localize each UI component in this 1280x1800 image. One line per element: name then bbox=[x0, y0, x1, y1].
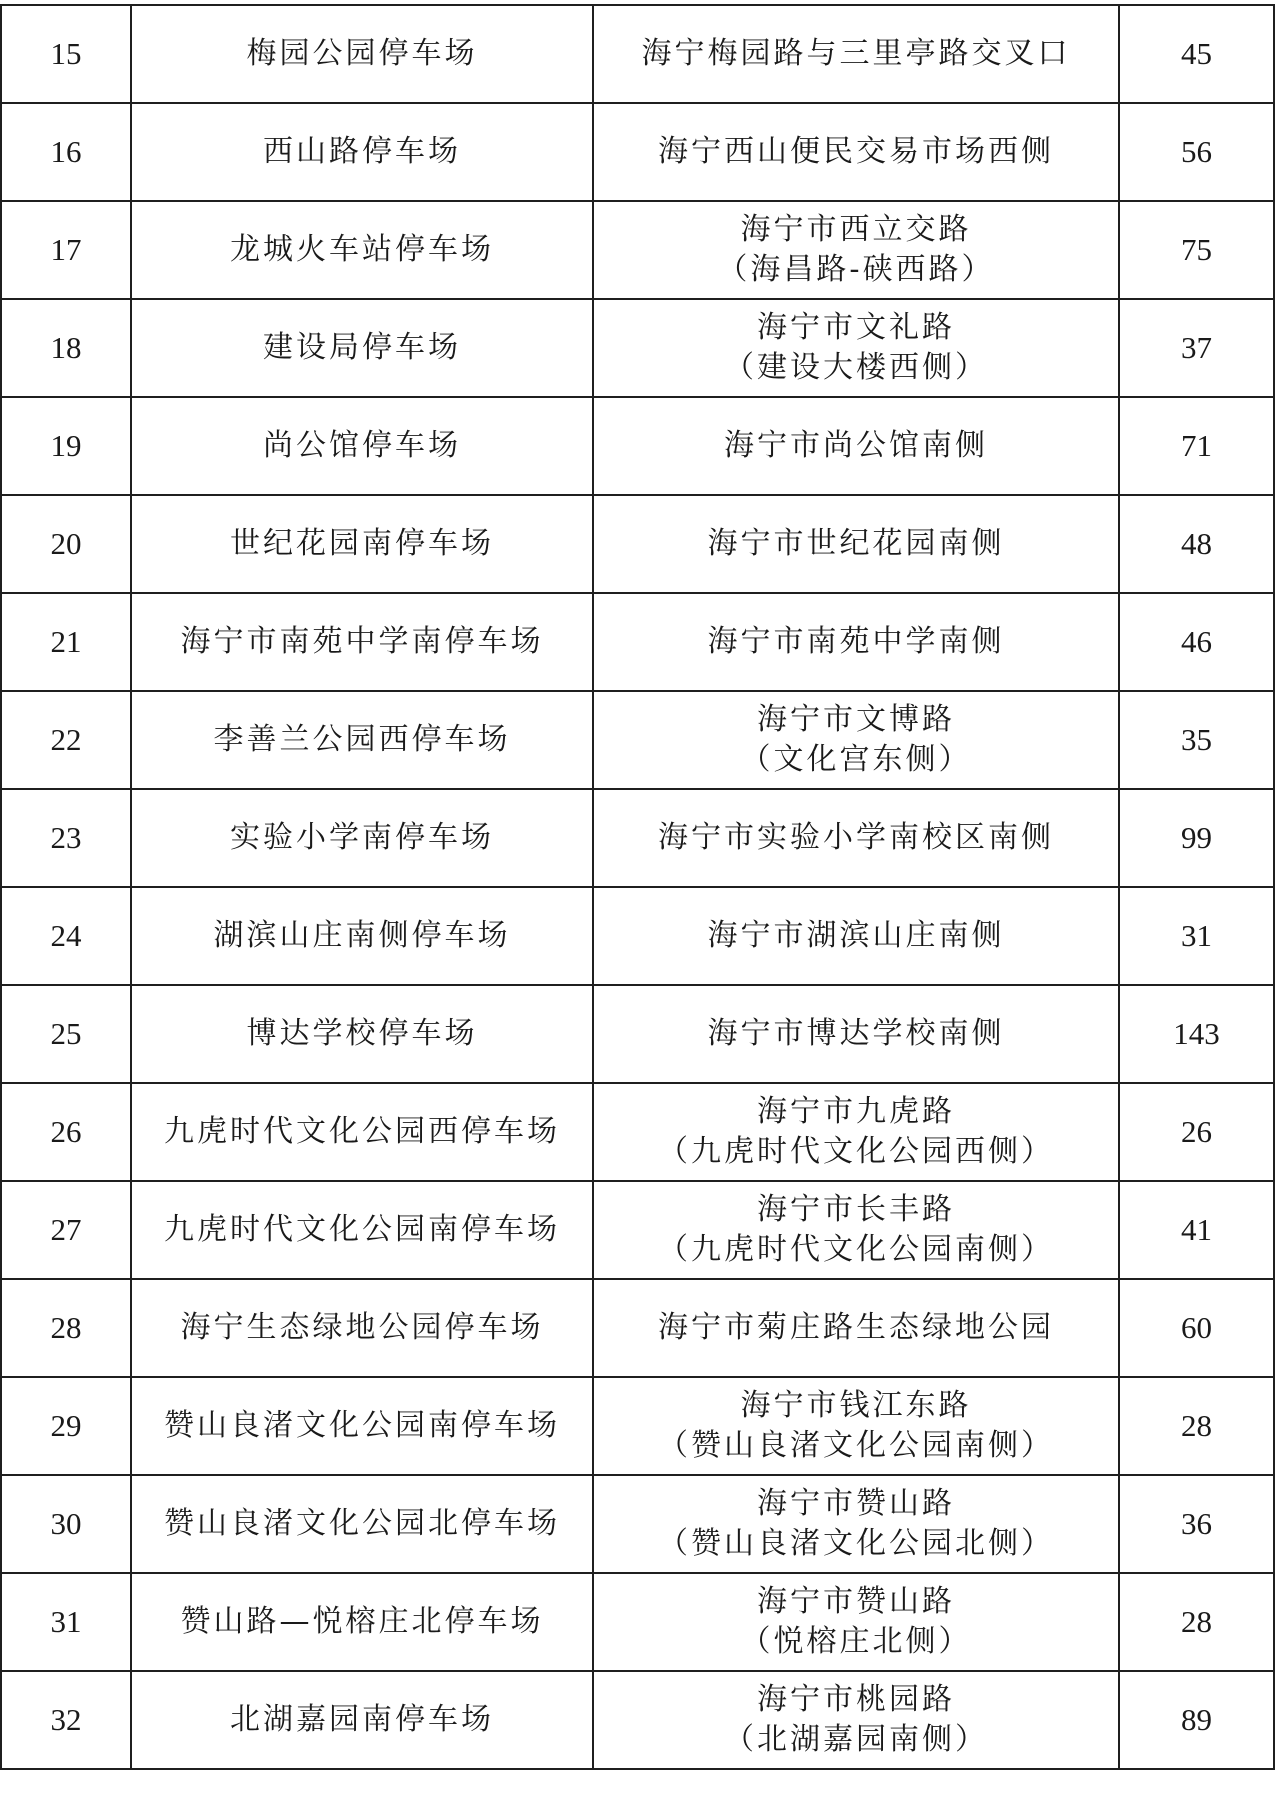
parking-lot-name: 实验小学南停车场 bbox=[131, 789, 593, 887]
parking-space-count: 26 bbox=[1119, 1083, 1274, 1181]
address-line-1: 海宁市钱江东路 bbox=[740, 1388, 972, 1423]
parking-lot-address bbox=[593, 887, 1119, 985]
parking-space-count: 60 bbox=[1119, 1279, 1274, 1377]
table-row bbox=[1, 397, 1274, 495]
table-row bbox=[1, 201, 1274, 299]
parking-lot-address bbox=[593, 1279, 1119, 1377]
parking-lot-name: 湖滨山庄南侧停车场 bbox=[131, 887, 593, 985]
table-row bbox=[1, 789, 1274, 887]
row-number: 16 bbox=[1, 103, 131, 201]
parking-lot-address bbox=[593, 201, 1119, 299]
table-row bbox=[1, 1083, 1274, 1181]
address-line-2: （建设大楼西侧） bbox=[724, 350, 988, 385]
parking-space-count: 35 bbox=[1119, 691, 1274, 789]
address-line-1: 海宁市桃园路 bbox=[757, 1682, 955, 1717]
parking-lot-address bbox=[593, 1671, 1119, 1769]
table-row bbox=[1, 691, 1274, 789]
table-row bbox=[1, 1671, 1274, 1769]
table-row bbox=[1, 887, 1274, 985]
parking-lot-table bbox=[0, 4, 1275, 1770]
parking-lot-address bbox=[593, 1475, 1119, 1573]
address-line-2: （北湖嘉园南侧） bbox=[724, 1722, 988, 1757]
address-line-1: 海宁市赞山路 bbox=[757, 1486, 955, 1521]
parking-lot-name: 尚公馆停车场 bbox=[131, 397, 593, 495]
parking-space-count: 99 bbox=[1119, 789, 1274, 887]
parking-lot-name: 海宁生态绿地公园停车场 bbox=[131, 1279, 593, 1377]
parking-space-count: 48 bbox=[1119, 495, 1274, 593]
table-body bbox=[1, 5, 1274, 1769]
table-row bbox=[1, 1377, 1274, 1475]
parking-space-count: 36 bbox=[1119, 1475, 1274, 1573]
address-line-1: 海宁市南苑中学南侧 bbox=[707, 624, 1005, 659]
address-line-2: （赞山良渚文化公园南侧） bbox=[658, 1428, 1054, 1463]
row-number: 21 bbox=[1, 593, 131, 691]
row-number: 32 bbox=[1, 1671, 131, 1769]
table-row bbox=[1, 1573, 1274, 1671]
parking-space-count: 46 bbox=[1119, 593, 1274, 691]
row-number: 27 bbox=[1, 1181, 131, 1279]
table-row bbox=[1, 299, 1274, 397]
parking-lot-address bbox=[593, 789, 1119, 887]
parking-space-count: 71 bbox=[1119, 397, 1274, 495]
address-line-1: 海宁市博达学校南侧 bbox=[707, 1016, 1005, 1051]
parking-space-count: 41 bbox=[1119, 1181, 1274, 1279]
row-number: 29 bbox=[1, 1377, 131, 1475]
parking-lot-address bbox=[593, 1573, 1119, 1671]
address-line-1: 海宁市长丰路 bbox=[757, 1192, 955, 1227]
row-number: 23 bbox=[1, 789, 131, 887]
table-row bbox=[1, 495, 1274, 593]
row-number: 22 bbox=[1, 691, 131, 789]
parking-lot-name: 九虎时代文化公园南停车场 bbox=[131, 1181, 593, 1279]
parking-lot-address bbox=[593, 5, 1119, 103]
parking-lot-name: 李善兰公园西停车场 bbox=[131, 691, 593, 789]
row-number: 26 bbox=[1, 1083, 131, 1181]
parking-lot-address bbox=[593, 691, 1119, 789]
parking-lot-name: 梅园公园停车场 bbox=[131, 5, 593, 103]
address-line-1: 海宁市实验小学南校区南侧 bbox=[658, 820, 1054, 855]
address-line-1: 海宁市尚公馆南侧 bbox=[724, 428, 988, 463]
parking-space-count: 89 bbox=[1119, 1671, 1274, 1769]
parking-lot-address bbox=[593, 299, 1119, 397]
row-number: 30 bbox=[1, 1475, 131, 1573]
parking-lot-name: 赞山良渚文化公园南停车场 bbox=[131, 1377, 593, 1475]
table-row bbox=[1, 1181, 1274, 1279]
address-line-1: 海宁市文礼路 bbox=[757, 310, 955, 345]
row-number: 24 bbox=[1, 887, 131, 985]
address-line-1: 海宁市文博路 bbox=[757, 702, 955, 737]
table-row bbox=[1, 1279, 1274, 1377]
parking-space-count: 28 bbox=[1119, 1377, 1274, 1475]
parking-lot-address bbox=[593, 495, 1119, 593]
parking-lot-address bbox=[593, 1083, 1119, 1181]
parking-lot-address bbox=[593, 1181, 1119, 1279]
address-line-2: （悦榕庄北侧） bbox=[740, 1624, 972, 1659]
parking-lot-name: 博达学校停车场 bbox=[131, 985, 593, 1083]
address-line-1: 海宁市西立交路 bbox=[740, 212, 972, 247]
parking-space-count: 37 bbox=[1119, 299, 1274, 397]
table-row bbox=[1, 103, 1274, 201]
parking-space-count: 143 bbox=[1119, 985, 1274, 1083]
row-number: 20 bbox=[1, 495, 131, 593]
address-line-1: 海宁市赞山路 bbox=[757, 1584, 955, 1619]
parking-lot-address bbox=[593, 103, 1119, 201]
row-number: 17 bbox=[1, 201, 131, 299]
parking-space-count: 56 bbox=[1119, 103, 1274, 201]
parking-lot-name: 西山路停车场 bbox=[131, 103, 593, 201]
address-line-2: （赞山良渚文化公园北侧） bbox=[658, 1526, 1054, 1561]
address-line-1: 海宁市九虎路 bbox=[757, 1094, 955, 1129]
row-number: 18 bbox=[1, 299, 131, 397]
parking-lot-name: 赞山路—悦榕庄北停车场 bbox=[131, 1573, 593, 1671]
table-row bbox=[1, 5, 1274, 103]
parking-lot-name: 北湖嘉园南停车场 bbox=[131, 1671, 593, 1769]
parking-lot-address bbox=[593, 593, 1119, 691]
row-number: 15 bbox=[1, 5, 131, 103]
address-line-1: 海宁市菊庄路生态绿地公园 bbox=[658, 1310, 1054, 1345]
table-row bbox=[1, 593, 1274, 691]
parking-space-count: 75 bbox=[1119, 201, 1274, 299]
parking-lot-name: 建设局停车场 bbox=[131, 299, 593, 397]
table-row bbox=[1, 985, 1274, 1083]
parking-lot-address bbox=[593, 1377, 1119, 1475]
parking-lot-name: 九虎时代文化公园西停车场 bbox=[131, 1083, 593, 1181]
parking-lot-name: 赞山良渚文化公园北停车场 bbox=[131, 1475, 593, 1573]
parking-lot-name: 龙城火车站停车场 bbox=[131, 201, 593, 299]
row-number: 19 bbox=[1, 397, 131, 495]
parking-space-count: 31 bbox=[1119, 887, 1274, 985]
address-line-1: 海宁市湖滨山庄南侧 bbox=[707, 918, 1005, 953]
parking-lot-name: 海宁市南苑中学南停车场 bbox=[131, 593, 593, 691]
address-line-2: （九虎时代文化公园西侧） bbox=[658, 1134, 1054, 1169]
parking-lot-address bbox=[593, 397, 1119, 495]
address-line-1: 海宁梅园路与三里亭路交叉口 bbox=[641, 36, 1071, 71]
row-number: 25 bbox=[1, 985, 131, 1083]
address-line-2: （文化宫东侧） bbox=[740, 742, 972, 777]
table-row bbox=[1, 1475, 1274, 1573]
address-line-2: （九虎时代文化公园南侧） bbox=[658, 1232, 1054, 1267]
address-line-2: （海昌路-硖西路） bbox=[717, 252, 995, 287]
parking-space-count: 28 bbox=[1119, 1573, 1274, 1671]
row-number: 28 bbox=[1, 1279, 131, 1377]
address-line-1: 海宁西山便民交易市场西侧 bbox=[658, 134, 1054, 169]
parking-lot-address bbox=[593, 985, 1119, 1083]
parking-lot-name: 世纪花园南停车场 bbox=[131, 495, 593, 593]
row-number: 31 bbox=[1, 1573, 131, 1671]
address-line-1: 海宁市世纪花园南侧 bbox=[707, 526, 1005, 561]
parking-space-count: 45 bbox=[1119, 5, 1274, 103]
